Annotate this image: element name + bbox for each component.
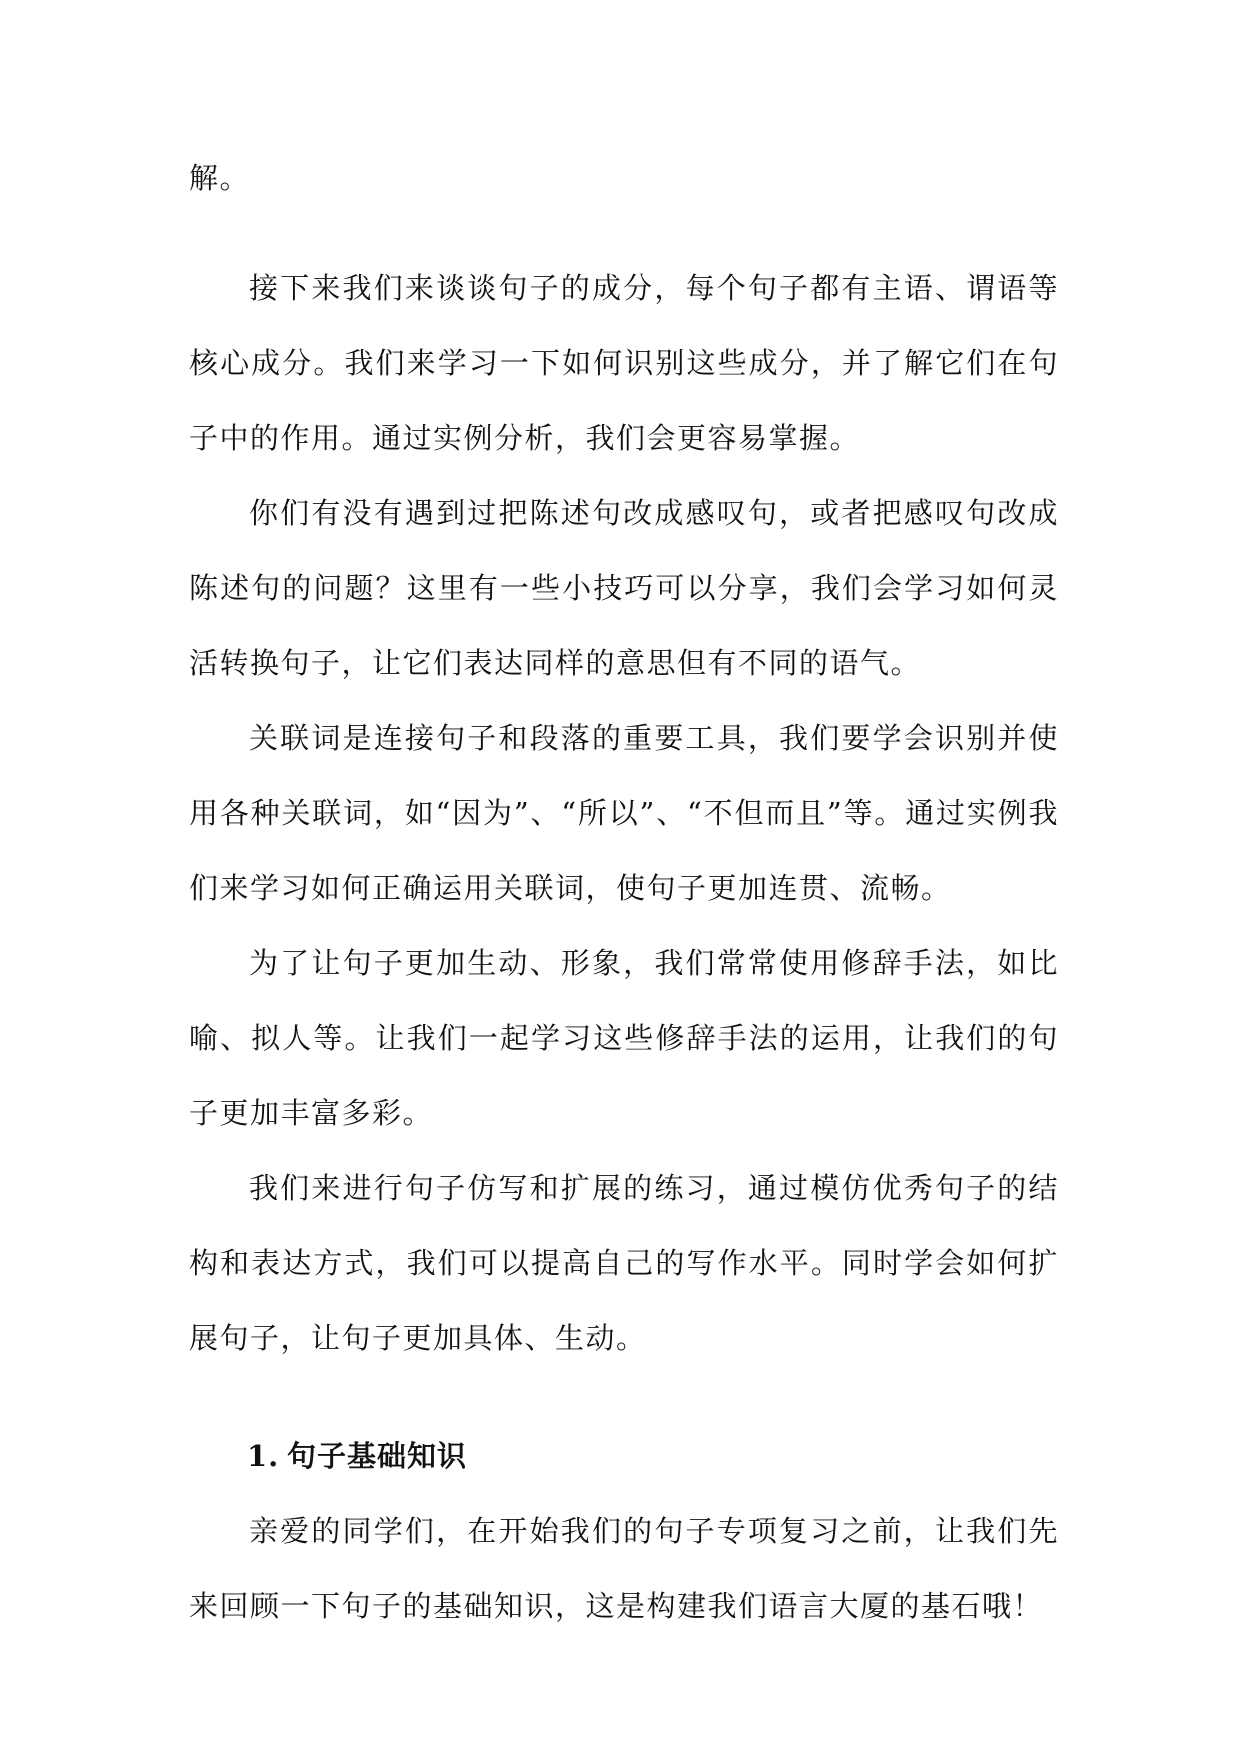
section-number: 1. [247, 1439, 280, 1473]
paragraph-imitation-expansion: 我们来进行句子仿写和扩展的练习，通过模仿优秀句子的结构和表达方式，我们可以提高自己的写作水平。同时学会如何扩展句子，让句子更加具体、生动。 [189, 1171, 1059, 1355]
document-body [189, 141, 1059, 1644]
paragraph-conjunctions: 关联词是连接句子和段落的重要工具，我们要学会识别并使用各种关联词，如“因为”、“所以”、“不但而且”等。通过实例我们来学习如何正确运用关联词，使句子更加连贯、流畅。 [189, 721, 1059, 905]
paragraph-intro-basics: 亲爱的同学们，在开始我们的句子专项复习之前，让我们先来回顾一下句子的基础知识，这是构建我们语言大厦的基石哦！ [189, 1514, 1059, 1623]
section-title: 句子基础知识 [287, 1439, 468, 1473]
paragraph-sentence-components: 接下来我们来谈谈句子的成分，每个句子都有主语、谓语等核心成分。我们来学习一下如何识别这些成分，并了解它们在句子中的作用。通过实例分析，我们会更容易掌握。 [189, 271, 1059, 455]
paragraph-sentence-conversion: 你们有没有遇到过把陈述句改成感叹句，或者把感叹句改成陈述句的问题？这里有一些小技巧可以分享，我们会学习如何灵活转换句子，让它们表达同样的意思但有不同的语气。 [189, 496, 1059, 680]
paragraph-continuation: 解。 [189, 161, 251, 195]
paragraph-rhetoric: 为了让句子更加生动、形象，我们常常使用修辞手法，如比喻、拟人等。让我们一起学习这些修辞手法的运用，让我们的句子更加丰富多彩。 [189, 946, 1059, 1130]
section-heading [189, 1419, 1059, 1494]
